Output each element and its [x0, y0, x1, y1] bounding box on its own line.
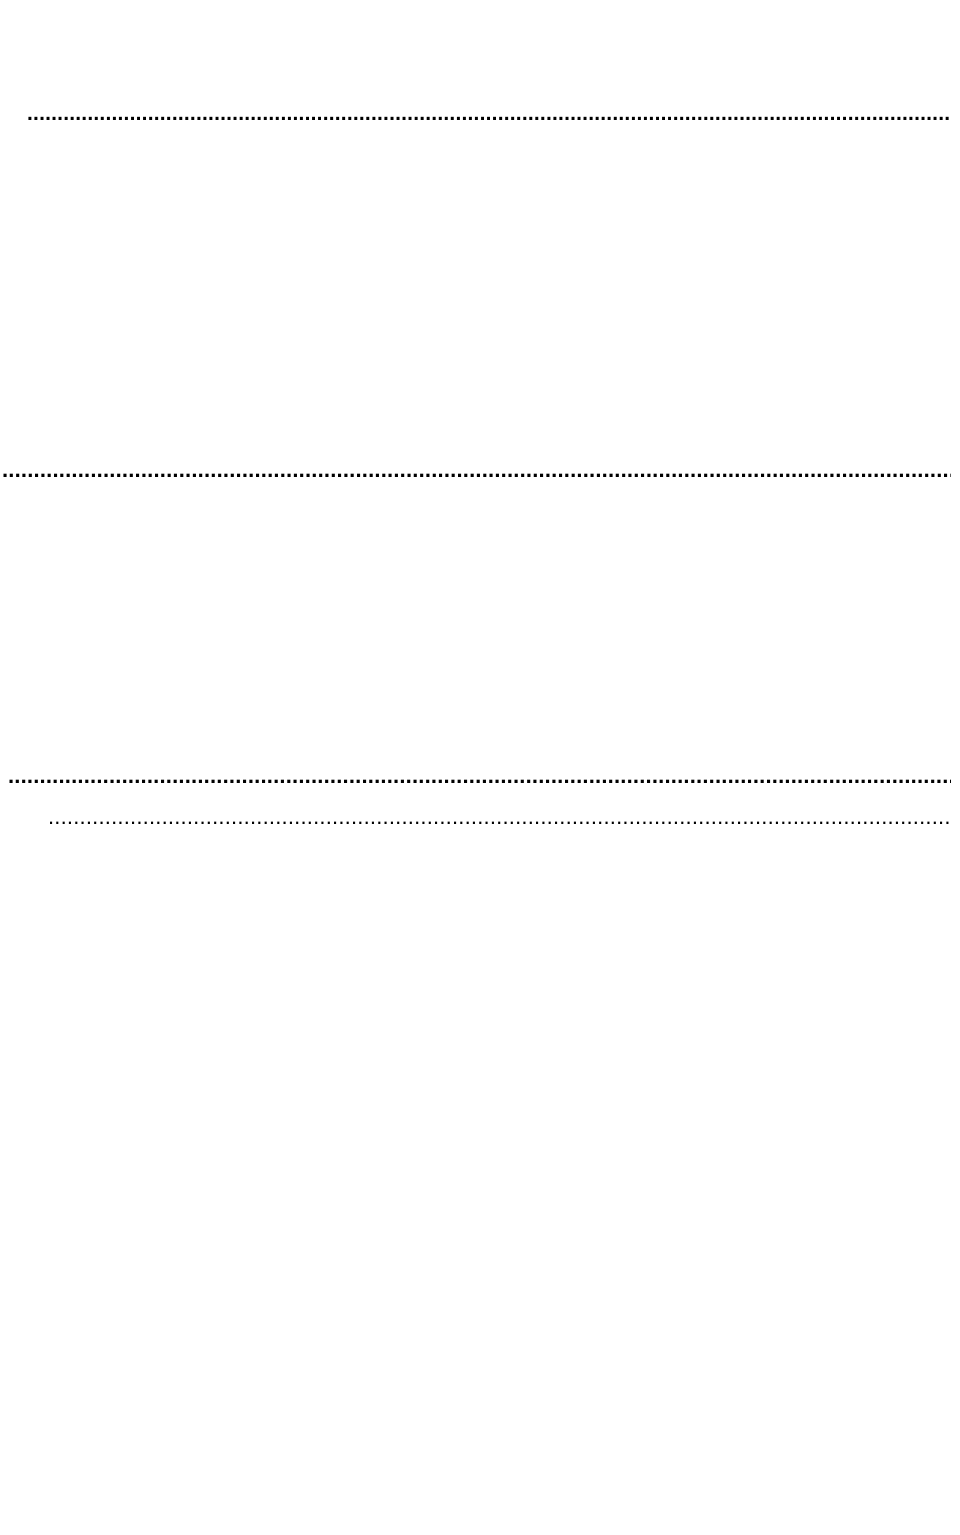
dot-leader [27, 103, 951, 124]
dot-leader [2, 459, 951, 481]
toc-form-01[interactable] [28, 806, 954, 828]
dot-leader [8, 765, 951, 787]
dot-leader [48, 806, 951, 828]
toc-section-2[interactable] [0, 452, 954, 481]
toc-section-1[interactable] [0, 103, 954, 124]
toc-section-3[interactable] [0, 765, 954, 787]
